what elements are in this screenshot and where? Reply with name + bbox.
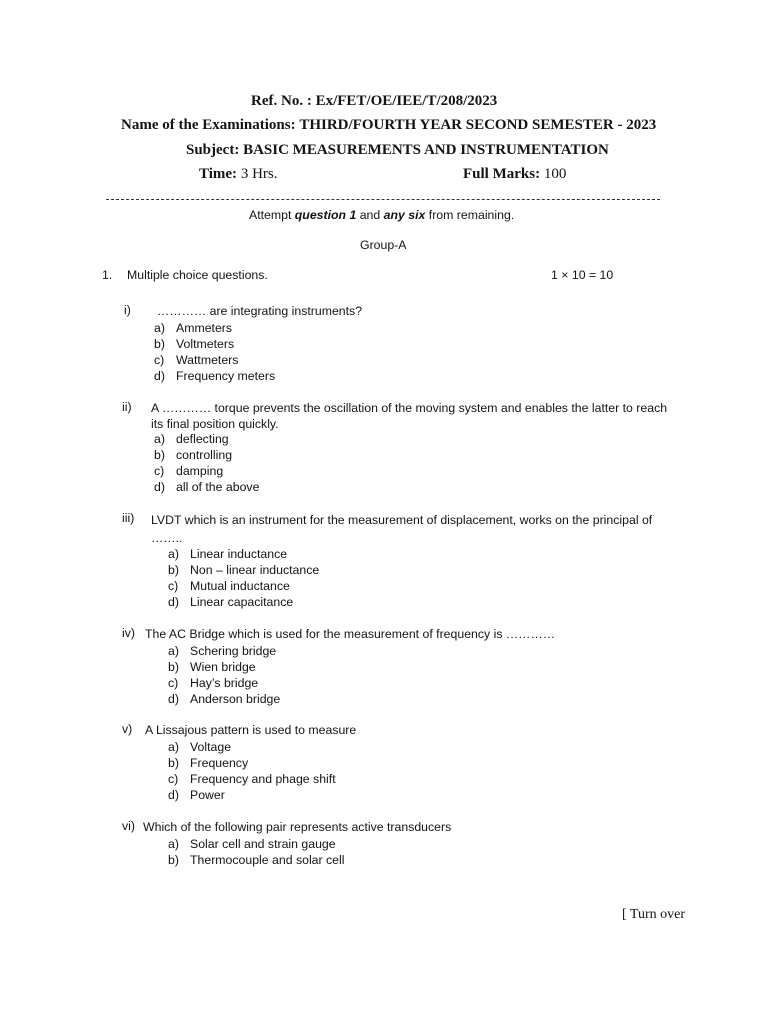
time-line — [199, 166, 277, 183]
option-item — [168, 594, 319, 610]
instruction-post: from remaining. — [428, 208, 515, 222]
option-item — [168, 836, 344, 852]
question-text: A Lissajous pattern is used to measure — [145, 723, 357, 737]
option-text: Anderson bridge — [190, 692, 281, 706]
instruction-any-six: any six — [383, 208, 426, 222]
option-label: b) — [168, 563, 179, 577]
option-label: a) — [168, 837, 179, 851]
option-text: deflecting — [176, 432, 229, 446]
option-text: Frequency — [190, 756, 249, 770]
option-item — [168, 771, 336, 787]
option-item — [154, 463, 259, 479]
option-item — [168, 659, 280, 675]
option-item — [168, 739, 336, 755]
option-label: c) — [168, 772, 179, 786]
option-item — [168, 675, 280, 691]
option-list — [168, 546, 319, 610]
option-text: controlling — [176, 448, 233, 462]
option-label: b) — [168, 756, 179, 770]
ref-value: Ex/FET/OE/IEE/T/208/2023 — [315, 93, 498, 109]
option-text: Wien bridge — [190, 660, 256, 674]
section-marks: 1 × 10 = 10 — [551, 268, 614, 282]
option-label: d) — [154, 369, 165, 383]
instructions-line — [249, 207, 514, 223]
option-label: d) — [168, 788, 179, 802]
section-number: 1. — [102, 268, 113, 282]
reference-number — [251, 93, 497, 110]
option-list — [154, 320, 275, 384]
option-item — [154, 368, 275, 384]
option-label: a) — [168, 740, 179, 754]
option-text: Mutual inductance — [190, 579, 290, 593]
subject-line — [186, 142, 609, 159]
option-label: a) — [168, 644, 179, 658]
option-text: Linear inductance — [190, 547, 288, 561]
exam-label: Name of the Examinations: — [121, 117, 296, 133]
option-label: d) — [168, 595, 179, 609]
option-list — [154, 431, 259, 495]
time-label: Time: — [199, 166, 238, 182]
question-number: iv) — [122, 626, 135, 640]
question-number: i) — [124, 303, 131, 317]
option-item — [168, 852, 344, 868]
option-text: Hay’s bridge — [190, 676, 259, 690]
ref-label: Ref. No. : — [251, 93, 312, 109]
question-number: iii) — [122, 511, 135, 525]
question-number: v) — [122, 722, 133, 736]
option-text: Ammeters — [176, 321, 233, 335]
option-text: Wattmeters — [176, 353, 239, 367]
option-item — [154, 320, 275, 336]
option-text: Frequency meters — [176, 369, 276, 383]
question-text: A ………… torque prevents the oscillation of the moving system and enables the latter to reach its final position quickly. — [151, 401, 668, 431]
option-text: Schering bridge — [190, 644, 277, 658]
option-item — [168, 562, 319, 578]
option-item — [168, 691, 280, 707]
option-item — [154, 352, 275, 368]
option-text: all of the above — [176, 480, 260, 494]
option-item — [154, 336, 275, 352]
option-text: Frequency and phage shift — [190, 772, 336, 786]
option-item — [154, 431, 259, 447]
question-number: ii) — [122, 400, 132, 414]
question-text: The AC Bridge which is used for the measurement of frequency is ………… — [145, 627, 556, 641]
option-text: Voltmeters — [176, 337, 235, 351]
option-text: damping — [176, 464, 224, 478]
option-label: b) — [154, 448, 165, 462]
question-number: vi) — [122, 819, 135, 833]
option-label: d) — [168, 692, 179, 706]
option-text: Thermocouple and solar cell — [190, 853, 345, 867]
instruction-and: and — [359, 208, 381, 222]
turn-over-note: [ Turn over — [622, 907, 686, 922]
option-item — [168, 546, 319, 562]
section-title: Multiple choice questions. — [127, 268, 268, 282]
question-text: Which of the following pair represents active transducers — [143, 820, 452, 834]
option-label: b) — [168, 660, 179, 674]
full-marks-line — [463, 166, 566, 183]
option-text: Non – linear inductance — [190, 563, 320, 577]
option-item — [154, 479, 259, 495]
option-label: a) — [168, 547, 179, 561]
marks-value: 100 — [543, 166, 567, 182]
instruction-pre: Attempt — [249, 208, 292, 222]
option-item — [168, 755, 336, 771]
instruction-question-one: question 1 — [294, 208, 357, 222]
option-label: b) — [154, 337, 165, 351]
time-value: 3 Hrs. — [240, 166, 278, 182]
option-list — [168, 643, 280, 707]
option-label: c) — [154, 353, 165, 367]
question-text: LVDT which is an instrument for the measurement of displacement, works on the principal of …….. — [151, 513, 653, 545]
option-text: Power — [190, 788, 225, 802]
option-label: d) — [154, 480, 165, 494]
option-item — [168, 787, 336, 803]
option-item — [154, 447, 259, 463]
option-item — [168, 578, 319, 594]
option-list — [168, 836, 344, 868]
option-label: a) — [154, 321, 165, 335]
option-text: Solar cell and strain gauge — [190, 837, 336, 851]
option-text: Voltage — [190, 740, 232, 754]
option-item — [168, 643, 280, 659]
examination-name — [121, 117, 656, 134]
subject-value: BASIC MEASUREMENTS AND INSTRUMENTATION — [243, 142, 609, 158]
option-label: c) — [168, 579, 179, 593]
marks-label: Full Marks: — [463, 166, 541, 182]
group-heading: Group-A — [360, 238, 407, 252]
question-text: ………… are integrating instruments? — [157, 304, 363, 318]
option-label: b) — [168, 853, 179, 867]
exam-value: THIRD/FOURTH YEAR SECOND SEMESTER - 2023 — [299, 117, 657, 133]
subject-label: Subject: — [186, 142, 240, 158]
option-label: c) — [154, 464, 165, 478]
option-label: c) — [168, 676, 179, 690]
dashed-divider — [106, 199, 660, 200]
option-text: Linear capacitance — [190, 595, 294, 609]
option-label: a) — [154, 432, 165, 446]
option-list — [168, 739, 336, 803]
